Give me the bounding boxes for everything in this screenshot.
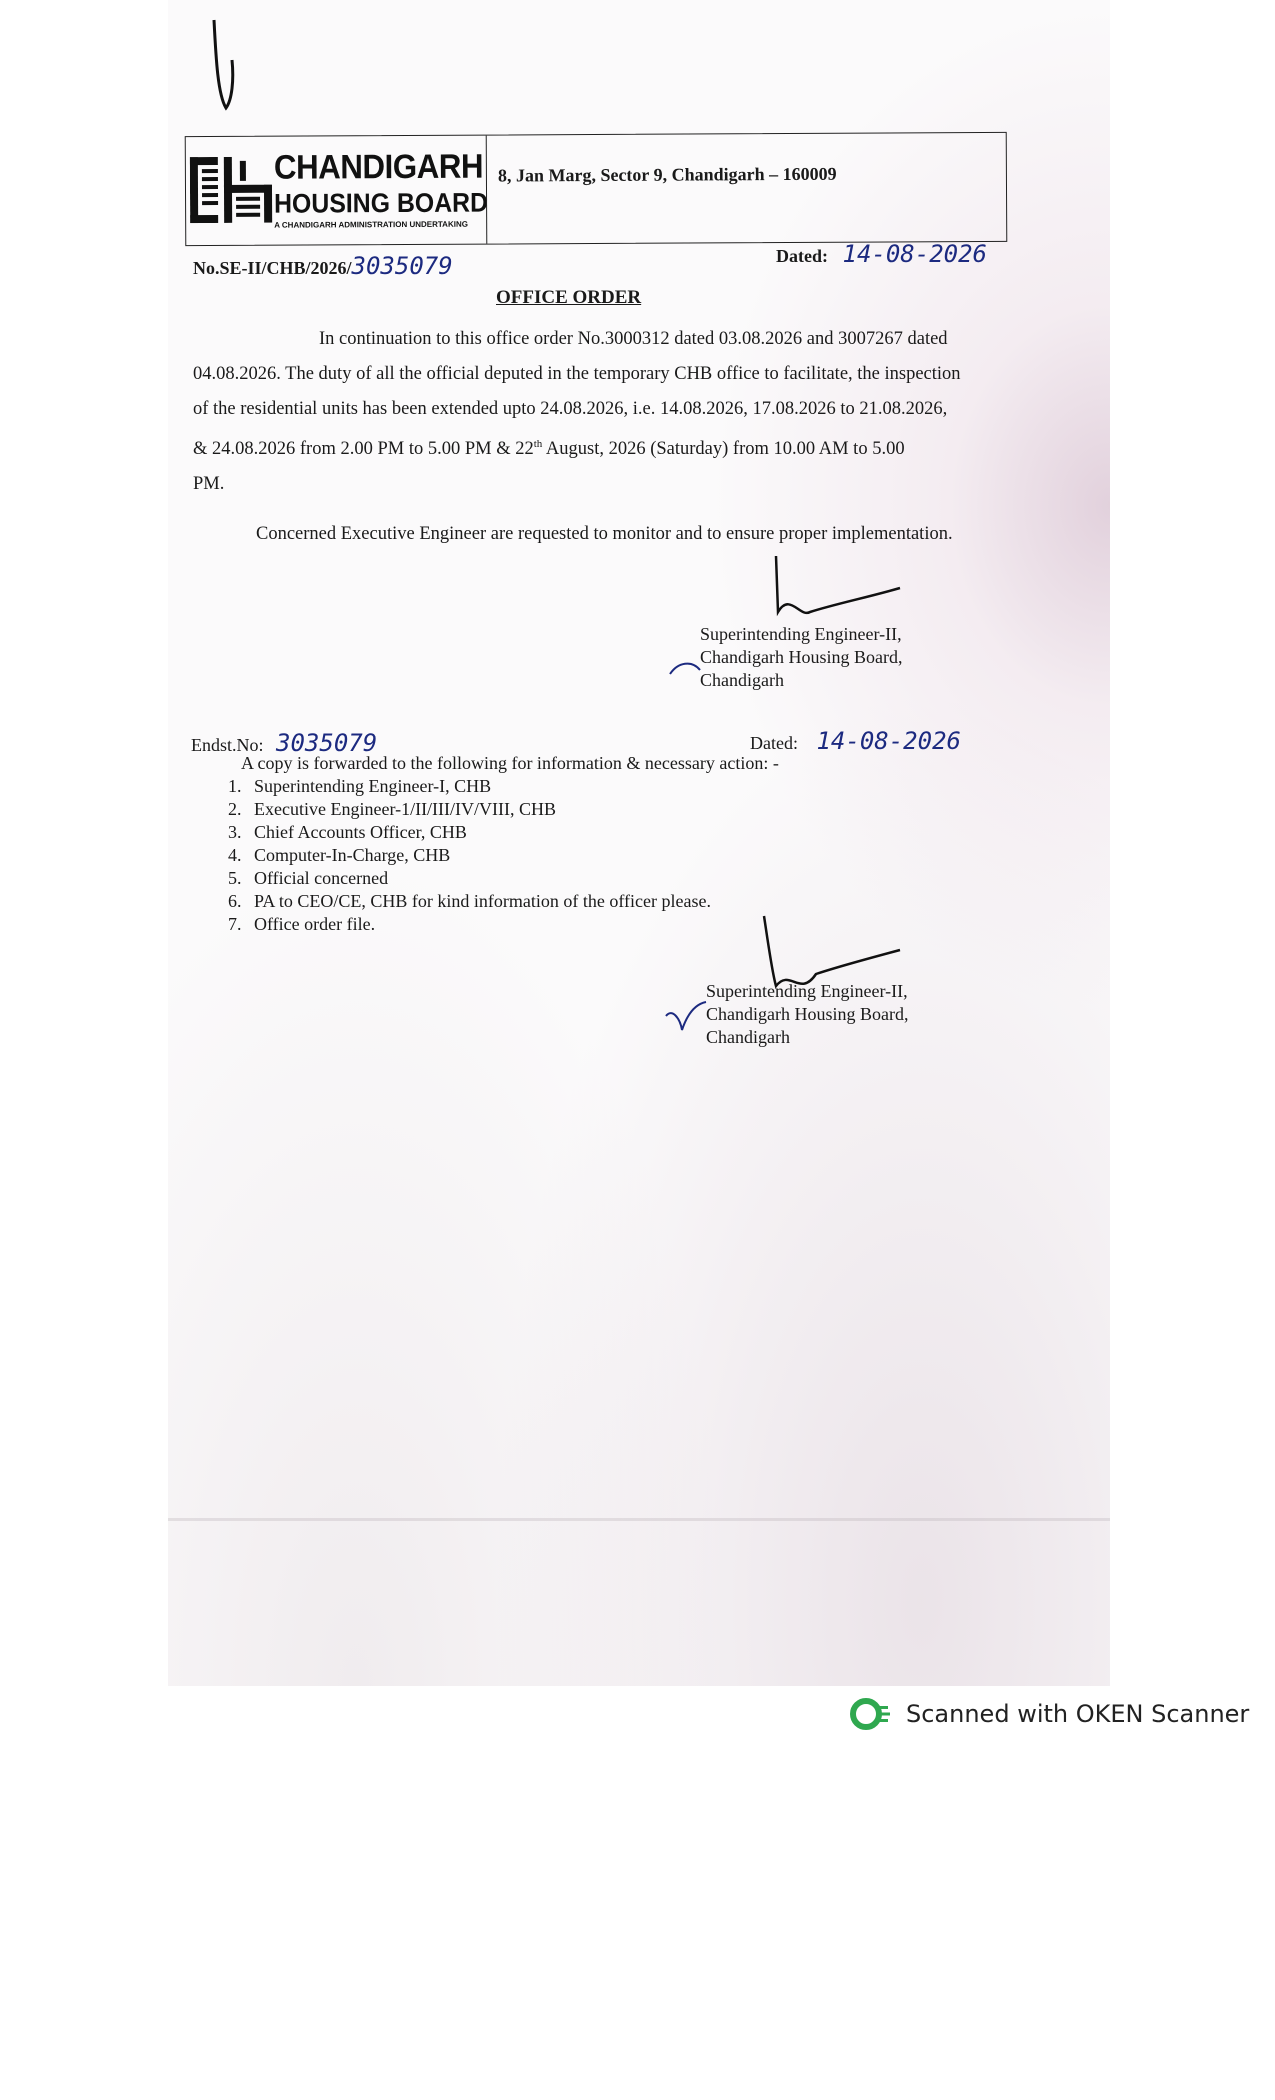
dated-label: Dated: <box>776 246 828 266</box>
order-line-4-superscript: th <box>533 438 543 450</box>
reference-handwritten-number: 3035079 <box>351 252 453 280</box>
order-paragraph <box>193 322 1033 502</box>
signature-2-organisation: Chandigarh Housing Board, <box>706 1004 909 1024</box>
signature-1-organisation: Chandigarh Housing Board, <box>700 647 903 667</box>
order-line-4a: & 24.08.2026 from 2.00 PM to 5.00 PM & 22 <box>193 439 534 460</box>
endorsement-dated-label: Dated: <box>750 733 798 753</box>
page-title: OFFICE ORDER <box>496 287 642 308</box>
endorsement-handwritten-number: 3035079 <box>276 729 378 757</box>
list-item: 6. PA to CEO/CE, CHB for kind information of the officer please. <box>246 890 946 913</box>
endorsement-date <box>750 727 961 755</box>
order-line-3: of the residential units has been extended upto 24.08.2026, i.e. 14.08.2026, 17.08.2026 to 21.08.2026, <box>193 399 948 419</box>
org-tagline: A CHANDIGARH ADMINISTRATION UNDERTAKING <box>274 219 468 230</box>
reference-handwritten-date: 14-08-2026 <box>842 240 987 268</box>
list-item: 3. Chief Accounts Officer, CHB <box>246 821 946 844</box>
letterhead <box>185 132 1008 246</box>
reference-number <box>193 252 453 280</box>
endorsement-label: Endst.No: <box>191 735 264 755</box>
signature-1-designation: Superintending Engineer-II, <box>700 624 902 644</box>
chb-logo-icon <box>190 157 274 223</box>
list-item: 4. Computer-In-Charge, CHB <box>246 844 946 867</box>
signature-1-block <box>700 623 902 692</box>
scanner-watermark <box>850 1696 1249 1732</box>
org-name-line1: CHANDIGARH <box>273 147 484 187</box>
org-address: 8, Jan Marg, Sector 9, Chandigarh – 160009 <box>497 163 837 186</box>
signature-2-city: Chandigarh <box>706 1027 790 1047</box>
scanner-watermark-text: Scanned with OKEN Scanner <box>906 1700 1250 1728</box>
list-item: 1. Superintending Engineer-I, CHB <box>246 775 946 798</box>
reference-date <box>776 240 987 268</box>
order-paragraph-2: Concerned Executive Engineer are requested to monitor and to ensure proper implementation. <box>256 524 953 544</box>
signature-2-block <box>706 980 908 1049</box>
endorsement-handwritten-date: 14-08-2026 <box>816 727 961 755</box>
endorsement-intro: A copy is forwarded to the following for information & necessary action: - <box>241 753 779 773</box>
pen-mark <box>208 0 248 120</box>
order-line-4 <box>193 427 1033 467</box>
order-line-1: In continuation to this office order No.3000312 dated 03.08.2026 and 3007267 dated <box>319 329 948 349</box>
list-item: 7. Office order file. <box>246 913 946 936</box>
org-name-line2: HOUSING BOARD <box>273 187 489 219</box>
reference-prefix: No.SE-II/CHB/2026/ <box>193 258 352 278</box>
list-item: 2. Executive Engineer-1/II/III/IV/VIII, CHB <box>246 798 946 821</box>
oken-scanner-logo-icon <box>850 1696 894 1732</box>
signature-1-city: Chandigarh <box>700 670 784 690</box>
order-line-5: PM. <box>193 474 225 495</box>
paper-crease <box>168 1518 1110 1521</box>
list-item: 5. Official concerned <box>246 867 946 890</box>
signature-2-designation: Superintending Engineer-II, <box>706 981 908 1001</box>
order-line-2: 04.08.2026. The duty of all the official deputed in the temporary CHB office to facilitate, the inspection <box>193 364 961 384</box>
order-line-4b: August, 2026 (Saturday) from 10.00 AM to 5.00 <box>542 439 905 460</box>
